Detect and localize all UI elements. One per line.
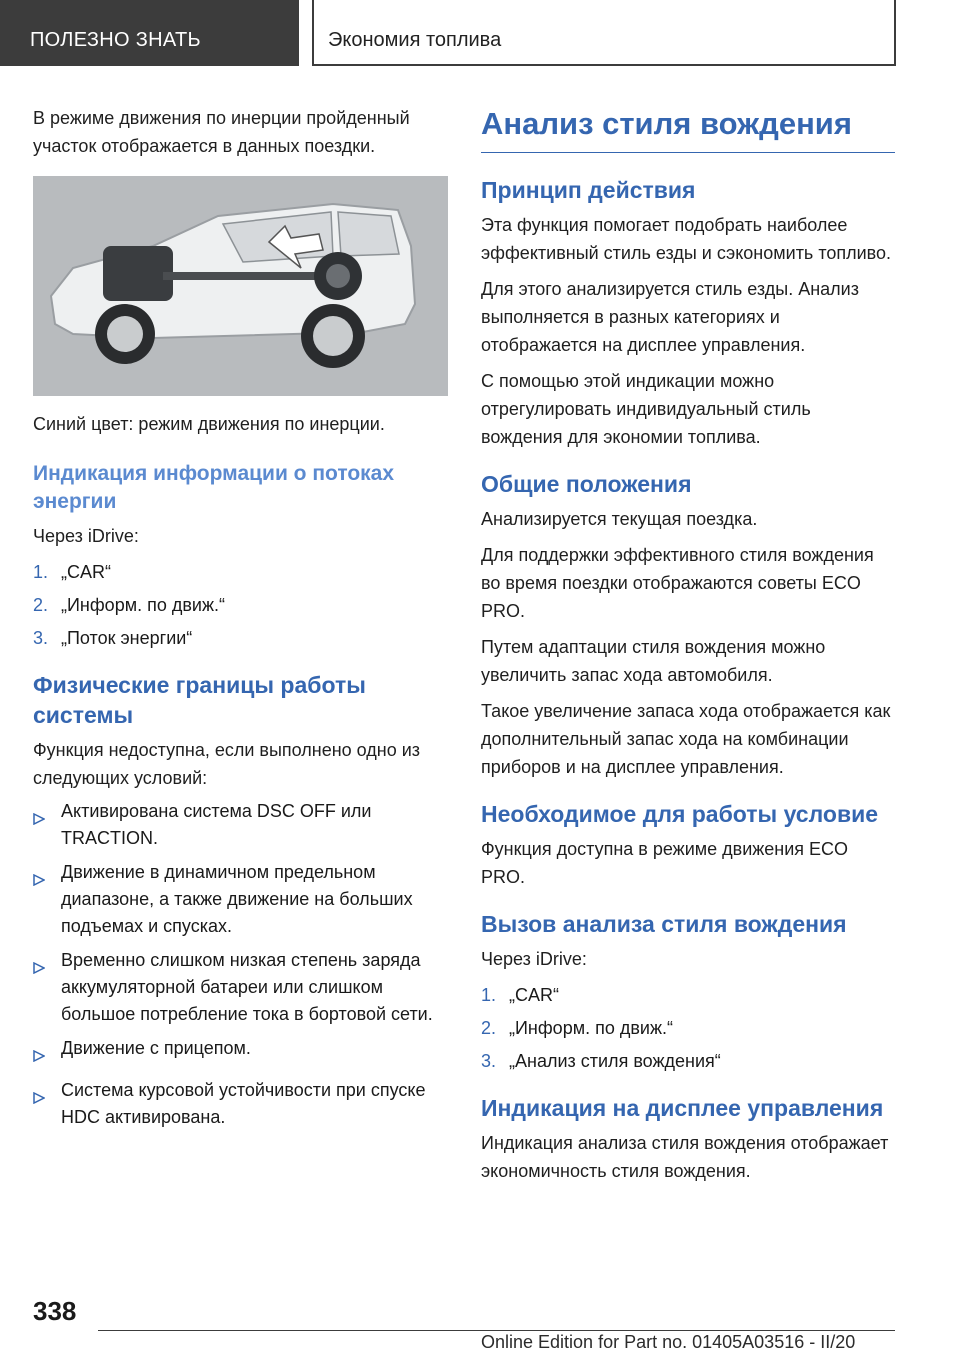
principle-heading: Принцип действия [481,177,696,203]
energy-steps [33,558,448,652]
call-analysis-heading: Вызов анализа стиля вождения [481,911,847,937]
list-item [33,591,448,619]
step-number: 1. [33,562,49,582]
principle-paragraph: Для этого анализируется стиль езды. Анализ выполняется в разных категориях и отображается на дисплее управления. [481,279,859,355]
display-heading: Индикация на дисплее управления [481,1095,884,1121]
car-illustration [33,176,448,396]
limits-list [33,798,448,1131]
limit-text: Движение с прицепом. [61,1038,251,1058]
triangle-bullet-icon [33,1035,61,1070]
menu-path-car: „CAR“ [509,985,559,1005]
menu-path-energy-flow: „Поток энергии“ [61,628,193,648]
triangle-bullet-icon [33,1077,61,1131]
display-text: Индикация анализа стиля вождения отображает экономичность стиля вождения. [481,1133,889,1181]
page-number: 338 [33,1296,77,1326]
limit-text: Временно слишком низкая степень заряда аккумуляторной батареи или слишком большое потребление тока в бортовой сети. [61,950,433,1024]
triangle-bullet-icon [33,947,61,1028]
principle-paragraph: С помощью этой индикации можно отрегулировать индивидуальный стиль вождения для экономии топлива. [481,371,811,447]
step-number: 3. [33,628,49,648]
page-title: Анализ стиля вождения [481,104,895,153]
limit-text: Система курсовой устойчивости при спуске HDC активирована. [61,1080,426,1127]
list-item [33,798,448,852]
step-number: 3. [481,1051,497,1071]
general-paragraph: Для поддержки эффективного стиля вождения во время поездки отображаются советы ECO PRO. [481,545,874,621]
step-number: 2. [33,595,49,615]
list-item [481,1014,895,1042]
list-item [33,947,448,1028]
page-header [0,0,960,66]
menu-path-driving-analysis: „Анализ стиля вождения“ [509,1051,721,1071]
left-column [33,104,448,1138]
menu-path-car: „CAR“ [61,562,111,582]
energy-via: Через iDrive: [33,526,139,546]
list-item [481,1047,895,1075]
triangle-bullet-icon [33,859,61,940]
list-item [33,1077,448,1131]
menu-path-trip-info: „Информ. по движ.“ [509,1018,673,1038]
photo-caption: Синий цвет: режим движения по инерции. [33,414,385,434]
list-item [33,1035,448,1070]
triangle-bullet-icon [33,798,61,852]
call-steps [481,981,895,1075]
general-heading: Общие положения [481,471,692,497]
edition-note: Online Edition for Part no. 01405A03516 - II/20 [481,1332,856,1352]
principle-paragraph: Эта функция помогает подобрать наиболее эффективный стиль езды и сэкономить топливо. [481,215,892,263]
limit-text: Движение в динамичном предельном диапазоне, а также движение на больших подъемах и спусках. [61,862,413,936]
requirements-heading: Необходимое для работы условие [481,801,879,827]
system-limits-heading: Физические границы работы системы [33,672,366,728]
list-item [481,981,895,1009]
general-paragraph: Анализируется текущая поездка. [481,509,758,529]
chapter-title: Экономия топлива [312,0,896,66]
intro-text: В режиме движения по инерции пройденный участок отображается в данных поездки. [33,108,410,156]
menu-path-trip-info: „Информ. по движ.“ [61,595,225,615]
right-column [481,104,895,1193]
general-paragraph: Путем адаптации стиля вождения можно увеличить запас хода автомобиля. [481,637,826,685]
energy-flow-heading: Индикация информации о потоках энергии [33,462,395,513]
list-item [33,859,448,940]
requirements-text: Функция доступна в режиме движения ECO PRO. [481,839,849,887]
list-item [33,558,448,586]
step-number: 1. [481,985,497,1005]
step-number: 2. [481,1018,497,1038]
section-tab: ПОЛЕЗНО ЗНАТЬ [0,0,299,66]
list-item [33,624,448,652]
general-paragraph: Такое увеличение запаса хода отображается как дополнительный запас хода на комбинации приборов и на дисплее управления. [481,701,891,777]
limits-intro: Функция недоступна, если выполнено одно из следующих условий: [33,740,421,788]
limit-text: Активирована система DSC OFF или TRACTION. [61,801,372,848]
call-via: Через iDrive: [481,949,587,969]
footer-divider [98,1330,895,1331]
